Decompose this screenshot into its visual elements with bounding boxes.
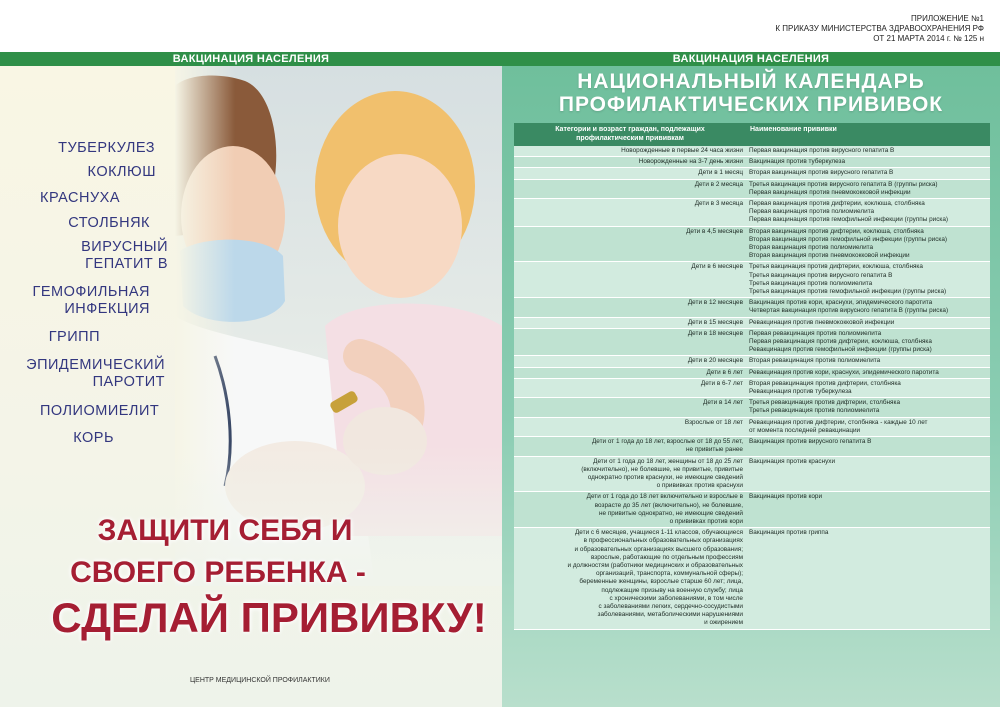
annex-line-1: ПРИЛОЖЕНИЕ №1 [911, 14, 984, 23]
table-body [514, 146, 990, 629]
row-vaccine: Вакцинация против вирусного гепатита В [746, 437, 990, 456]
row-vaccine: Вакцинация против краснухи [746, 456, 990, 492]
row-vaccine: Третья вакцинация против дифтерии, коклюша, столбняка Третья вакцинация против вирусного гепатита В Третья вакцинация против полиомиелита Третья вакцинация против гемофильной инфекции (группы риска) [746, 262, 990, 298]
row-vaccine: Вторая вакцинация против вирусного гепатита В [746, 168, 990, 179]
disease-rubella: КРАСНУХА [40, 190, 120, 206]
row-category: Дети в 4,5 месяцев [514, 226, 746, 262]
right-panel [502, 66, 1000, 707]
row-category: Дети в 3 месяца [514, 199, 746, 227]
row-vaccine: Третья вакцинация против вирусного гепатита В (группы риска) Первая вакцинация против пневмококковой инфекции [746, 179, 990, 198]
row-vaccine: Вакцинация против кори, краснухи, эпидемического паротита Четвертая вакцинация против вирусного гепатита В (группы риска) [746, 298, 990, 317]
row-vaccine: Вакцинация против гриппа [746, 528, 990, 629]
header-category: Категории и возраст граждан, подлежащих профилактическим прививкам [514, 123, 746, 146]
left-banner: ВАКЦИНАЦИЯ НАСЕЛЕНИЯ [0, 52, 502, 66]
row-vaccine: Первая вакцинация против вирусного гепатита В [746, 146, 990, 157]
table-row [514, 378, 990, 397]
disease-influenza: ГРИПП [48, 329, 100, 345]
table-row [514, 168, 990, 179]
row-category: Дети в 6 месяцев [514, 262, 746, 298]
table-row [514, 298, 990, 317]
row-category: Взрослые от 18 лет [514, 417, 746, 436]
table-row [514, 437, 990, 456]
row-category: Новорожденные в первые 24 часа жизни [514, 146, 746, 157]
row-vaccine: Вторая вакцинация против дифтерии, коклюша, столбняка Вторая вакцинация против гемофильной инфекции (группы риска) Вторая вакцинация против полиомиелита Вторая вакцинация против пневмококковой инфекции [746, 226, 990, 262]
row-category: Дети в 18 месяцев [514, 328, 746, 356]
table-row [514, 317, 990, 328]
row-category: Дети в 6-7 лет [514, 378, 746, 397]
row-category: Дети в 6 лет [514, 367, 746, 378]
row-category: Дети от 1 года до 18 лет, взрослые от 18 до 55 лет, не привитые ранее [514, 437, 746, 456]
table-row [514, 179, 990, 198]
row-vaccine: Вакцинация против туберкулеза [746, 157, 990, 168]
doctor-child-photo [175, 66, 502, 586]
disease-tetanus: СТОЛБНЯК [68, 215, 150, 231]
row-category: Дети от 1 года до 18 лет, женщины от 18 до 25 лет (включительно), не болевшие, не привитые, привитые однократно против краснухи, не имеющие сведений о прививках против краснухи [514, 456, 746, 492]
calendar-title-line-2: ПРОФИЛАКТИЧЕСКИХ ПРИВИВОК [558, 93, 944, 116]
row-category: Дети в 2 месяца [514, 179, 746, 198]
table-row [514, 528, 990, 629]
footer-organization: ЦЕНТР МЕДИЦИНСКОЙ ПРОФИЛАКТИКИ [190, 677, 330, 684]
row-category: Дети от 1 года до 18 лет включительно и взрослые в возрасте до 35 лет (включительно), не болевшие, не привитые однократно, не имеющие сведений о прививках против кори [514, 492, 746, 528]
disease-pertussis: КОКЛЮШ [87, 164, 156, 180]
table-row [514, 262, 990, 298]
row-vaccine: Вакцинация против кори [746, 492, 990, 528]
table-row [514, 456, 990, 492]
annex-line-3: ОТ 21 МАРТА 2014 г. № 125 н [873, 34, 984, 43]
disease-mumps: ЭПИДЕМИЧЕСКИЙ ПАРОТИТ [26, 357, 165, 390]
table-header-row [514, 123, 990, 146]
row-category: Дети в 12 месяцев [514, 298, 746, 317]
row-category: Новорожденные на 3-7 день жизни [514, 157, 746, 168]
row-category: Дети с 6 месяцев, учащиеся 1-11 классов, обучающиеся в профессиональных образовательных организациях и образовательных организациях высшего образования; взрослые, работающие по отдельным профессиям и должностям (работники медицинских и образовательных организаций, транспорта, коммунальной сферы); беременные женщины, взрослые старше 60 лет; лица, подлежащие призыву на военную службу; лица с хроническими заболеваниями, в том числе с заболеваниями легких, сердечно-сосудистыми заболеваниями, метаболическими нарушениями и ожирением [514, 528, 746, 629]
row-vaccine: Вторая ревакцинация против дифтерии, столбняка Ревакцинация против туберкулеза [746, 378, 990, 397]
table-row [514, 417, 990, 436]
row-category: Дети в 1 месяц [514, 168, 746, 179]
right-banner: ВАКЦИНАЦИЯ НАСЕЛЕНИЯ [502, 52, 1000, 66]
disease-measles: КОРЬ [73, 430, 114, 446]
slogan-line-2: СВОЕГО РЕБЕНКА - [70, 556, 366, 589]
left-panel [0, 66, 502, 707]
table-row [514, 146, 990, 157]
vaccination-schedule-table [514, 123, 990, 630]
table-row [514, 226, 990, 262]
disease-hib-infection: ГЕМОФИЛЬНАЯ ИНФЕКЦИЯ [32, 284, 150, 317]
disease-polio: ПОЛИОМИЕЛИТ [40, 403, 160, 419]
row-vaccine: Вторая ревакцинация против полиомиелита [746, 356, 990, 367]
annex-note [775, 14, 984, 44]
calendar-title-line-1: НАЦИОНАЛЬНЫЙ КАЛЕНДАРЬ [577, 70, 925, 93]
annex-line-2: К ПРИКАЗУ МИНИСТЕРСТВА ЗДРАВООХРАНЕНИЯ РФ [775, 24, 984, 33]
row-category: Дети в 20 месяцев [514, 356, 746, 367]
header-vaccine: Наименование прививки [746, 123, 990, 146]
row-vaccine: Первая ревакцинация против полиомиелита Первая ревакцинация против дифтерии, коклюша, столбняка Ревакцинация против гемофильной инфекции (группы риска) [746, 328, 990, 356]
table-row [514, 356, 990, 367]
row-vaccine: Первая вакцинация против дифтерии, коклюша, столбняка Первая вакцинация против полиомиелита Первая вакцинация против гемофильной инфекции (группы риска) [746, 199, 990, 227]
slogan-line-1: ЗАЩИТИ СЕБЯ И [97, 514, 353, 547]
table-row [514, 492, 990, 528]
table-row [514, 367, 990, 378]
disease-tuberculosis: ТУБЕРКУЛЕЗ [58, 140, 155, 156]
table-row [514, 398, 990, 417]
disease-hepatitis-b: ВИРУСНЫЙ ГЕПАТИТ В [81, 239, 168, 272]
row-vaccine: Ревакцинация против кори, краснухи, эпидемического паротита [746, 367, 990, 378]
row-vaccine: Третья ревакцинация против дифтерии, столбняка Третья ревакцинация против полиомиелита [746, 398, 990, 417]
table-row [514, 199, 990, 227]
slogan-line-3: СДЕЛАЙ ПРИВИВКУ! [51, 594, 487, 641]
row-vaccine: Ревакцинация против дифтерии, столбняка - каждые 10 лет от момента последней ревакцинации [746, 417, 990, 436]
table-row [514, 157, 990, 168]
row-category: Дети в 15 месяцев [514, 317, 746, 328]
table-row [514, 328, 990, 356]
row-vaccine: Ревакцинация против пневмококковой инфекции [746, 317, 990, 328]
row-category: Дети в 14 лет [514, 398, 746, 417]
